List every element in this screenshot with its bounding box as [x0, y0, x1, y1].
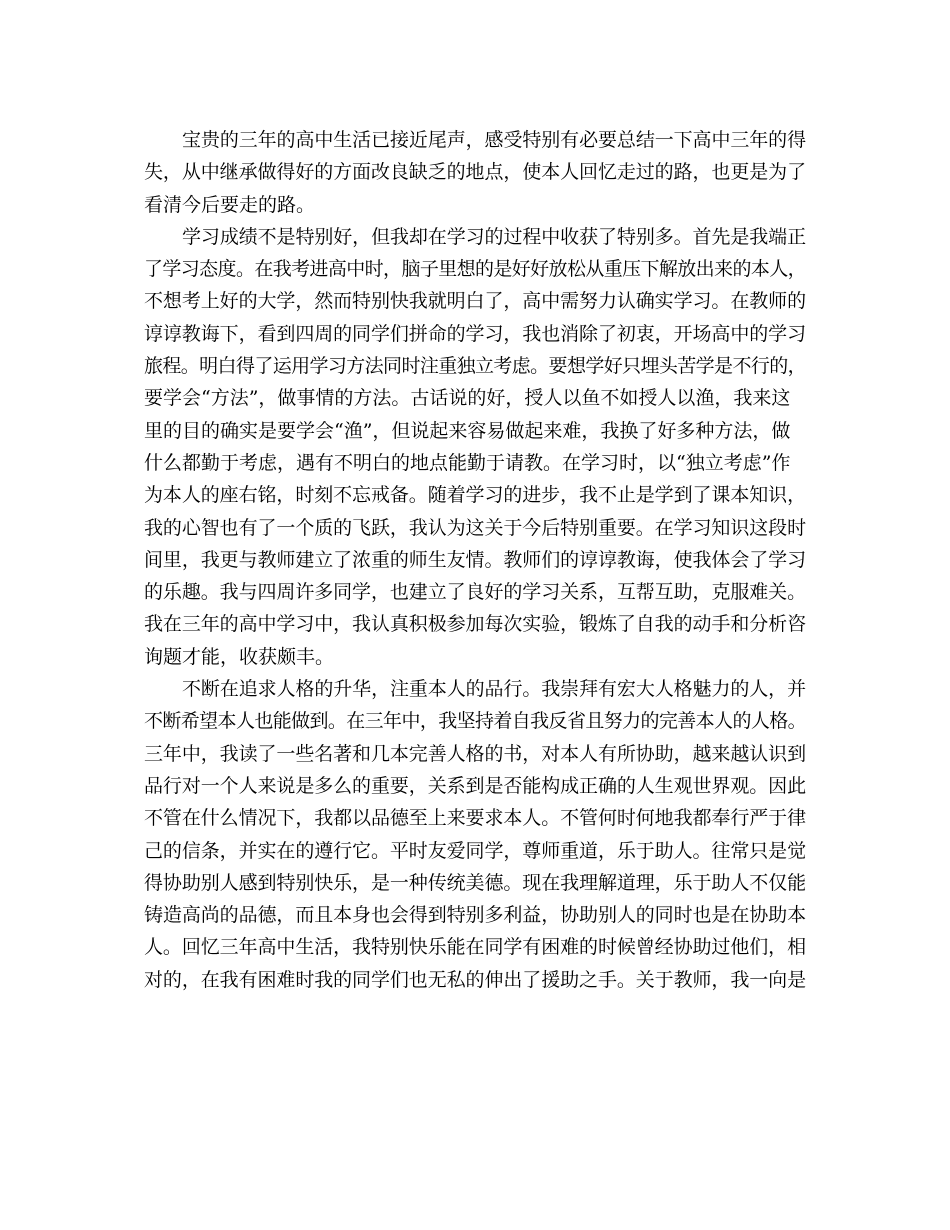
text-line: 我在三年的高中学习中，我认真积极参加每次实验，锻炼了自我的动手和分析咨 — [144, 613, 806, 636]
text-line: 己的信条，并实在的遵行它。平时友爱同学，尊师重道，乐于助人。往常只是觉 — [144, 839, 806, 862]
text-line: 要学会“方法”，做事情的方法。古话说的好，授人以鱼不如授人以渔，我来这 — [144, 387, 791, 410]
text-line: 宝贵的三年的高中生活已接近尾声，感受特别有必要总结一下高中三年的得 — [182, 129, 806, 151]
text-line: 对的，在我有困难时我的同学们也无私的伸出了援助之手。关于教师，我一向是 — [144, 968, 806, 991]
text-line: 看清今后要走的路。 — [144, 193, 316, 216]
text-line: 里的目的确实是要学会“渔”，但说起来容易做起来难，我换了好多种方法，做 — [144, 419, 791, 442]
text-line: 不想考上好的大学，然而特别快我就明白了，高中需努力认确实学习。在教师的 — [144, 290, 806, 313]
text-line: 不管在什么情况下，我都以品德至上来要求本人。不管何时何地我都奉行严于律 — [144, 807, 806, 830]
text-line: 三年中，我读了一些名著和几本完善人格的书，对本人有所协助，越来越认识到 — [144, 742, 806, 765]
paragraph — [144, 673, 806, 996]
text-line: 不断希望本人也能做到。在三年中，我坚持着自我反省且努力的完善本人的人格。 — [144, 710, 807, 733]
text-line: 询题才能，收获颇丰。 — [144, 645, 335, 668]
text-line: 什么都勤于考虑，遇有不明白的地点能勤于请教。在学习时，以“独立考虑”作 — [144, 451, 791, 474]
text-line: 谆谆教诲下，看到四周的同学们拼命的学习，我也消除了初衷，开场高中的学习 — [144, 322, 806, 345]
text-line: 间里，我更与教师建立了浓重的师生友情。教师们的谆谆教诲，使我体会了学习 — [144, 548, 806, 571]
text-line: 品行对一个人来说是多么的重要，关系到是否能构成正确的人生观世界观。因此 — [144, 774, 806, 797]
text-line: 旅程。明白得了运用学习方法同时注重独立考虑。要想学好只埋头苦学是不行的， — [144, 355, 807, 378]
text-line: 铸造高尚的品德，而且本身也会得到特别多利益，协助别人的同时也是在协助本 — [144, 904, 806, 927]
text-line: 的乐趣。我与四周许多同学，也建立了良好的学习关系，互帮互助，克服难关。 — [144, 581, 806, 604]
document-body — [144, 124, 806, 996]
paragraph — [144, 124, 806, 221]
text-line: 我的心智也有了一个质的飞跃，我认为这关于今后特别重要。在学习知识这段时 — [144, 516, 806, 539]
text-line: 得协助别人感到特别快乐，是一种传统美德。现在我理解道理，乐于助人不仅能 — [144, 871, 806, 894]
text-line: 失，从中继承做得好的方面改良缺乏的地点，使本人回忆走过的路，也更是为了 — [144, 161, 806, 184]
paragraph — [144, 221, 806, 673]
text-line: 了学习态度。在我考进高中时，脑子里想的是好好放松从重压下解放出来的本人， — [144, 258, 807, 281]
text-line: 人。回忆三年高中生活，我特别快乐能在同学有困难的时候曾经协助过他们，相 — [144, 936, 806, 959]
text-line: 不断在追求人格的升华，注重本人的品行。我崇拜有宏大人格魅力的人，并 — [182, 678, 806, 701]
text-line: 学习成绩不是特别好，但我却在学习的过程中收获了特别多。首先是我端正 — [182, 225, 806, 248]
text-line: 为本人的座右铭，时刻不忘戒备。随着学习的进步，我不止是学到了课本知识， — [144, 484, 806, 507]
